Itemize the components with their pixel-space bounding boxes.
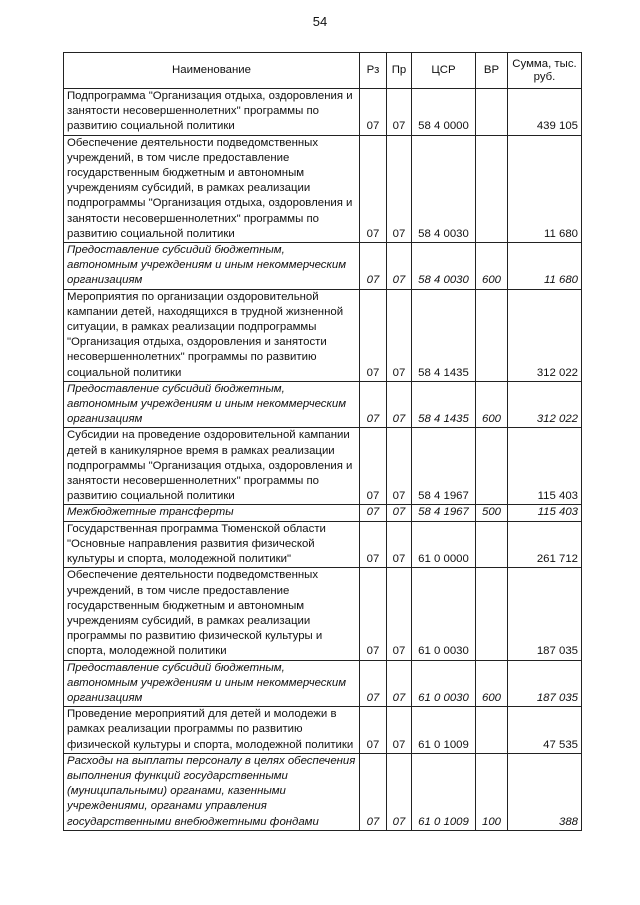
table-row bbox=[64, 568, 582, 660]
cell-sum: 187 035 bbox=[508, 568, 582, 660]
cell-csr: 58 4 1967 bbox=[412, 428, 476, 505]
cell-name: Предоставление субсидий бюджетным, автономным учреждениям и иным некоммерческим организациям bbox=[64, 243, 360, 290]
table-header-row bbox=[64, 53, 582, 89]
cell-csr: 58 4 1435 bbox=[412, 381, 476, 428]
cell-sum: 11 680 bbox=[508, 243, 582, 290]
cell-rz: 07 bbox=[360, 428, 387, 505]
cell-pr: 07 bbox=[387, 428, 412, 505]
cell-sum: 115 403 bbox=[508, 428, 582, 505]
table-row bbox=[64, 89, 582, 136]
cell-vr: 600 bbox=[476, 381, 508, 428]
header-sum: Сумма, тыс. руб. bbox=[508, 53, 582, 89]
cell-csr: 61 0 0030 bbox=[412, 568, 476, 660]
cell-rz: 07 bbox=[360, 660, 387, 707]
cell-csr: 61 0 1009 bbox=[412, 707, 476, 754]
cell-name: Предоставление субсидий бюджетным, автономным учреждениям и иным некоммерческим организациям bbox=[64, 381, 360, 428]
cell-csr: 58 4 0030 bbox=[412, 135, 476, 242]
page-number: 54 bbox=[312, 14, 328, 29]
cell-pr: 07 bbox=[387, 521, 412, 568]
cell-csr: 58 4 1435 bbox=[412, 289, 476, 381]
cell-rz: 07 bbox=[360, 135, 387, 242]
cell-name: Мероприятия по организации оздоровительной кампании детей, находящихся в трудной жизненной ситуации, в рамках реализации подпрограммы "Организация отдыха, оздоровления и занятости несовершеннолетних" программы по развитию социальной политики bbox=[64, 289, 360, 381]
cell-vr bbox=[476, 521, 508, 568]
table-row bbox=[64, 381, 582, 428]
cell-pr: 07 bbox=[387, 381, 412, 428]
cell-csr: 58 4 0000 bbox=[412, 89, 476, 136]
cell-sum: 312 022 bbox=[508, 289, 582, 381]
cell-pr: 07 bbox=[387, 135, 412, 242]
cell-sum: 388 bbox=[508, 753, 582, 830]
cell-rz: 07 bbox=[360, 89, 387, 136]
cell-pr: 07 bbox=[387, 707, 412, 754]
cell-name: Проведение мероприятий для детей и молодежи в рамках реализации программы по развитию физической культуры и спорта, молодежной политики bbox=[64, 707, 360, 754]
cell-sum: 439 105 bbox=[508, 89, 582, 136]
cell-pr: 07 bbox=[387, 89, 412, 136]
cell-csr: 61 0 0030 bbox=[412, 660, 476, 707]
header-vr: ВР bbox=[476, 53, 508, 89]
table-row bbox=[64, 753, 582, 830]
cell-pr: 07 bbox=[387, 243, 412, 290]
cell-sum: 312 022 bbox=[508, 381, 582, 428]
cell-rz: 07 bbox=[360, 243, 387, 290]
table-body bbox=[64, 89, 582, 831]
cell-csr: 58 4 0030 bbox=[412, 243, 476, 290]
cell-rz: 07 bbox=[360, 505, 387, 521]
cell-rz: 07 bbox=[360, 753, 387, 830]
cell-vr bbox=[476, 568, 508, 660]
cell-name: Межбюджетные трансферты bbox=[64, 505, 360, 521]
table-row bbox=[64, 707, 582, 754]
cell-vr: 100 bbox=[476, 753, 508, 830]
table-row bbox=[64, 660, 582, 707]
cell-pr: 07 bbox=[387, 568, 412, 660]
cell-pr: 07 bbox=[387, 505, 412, 521]
header-name: Наименование bbox=[64, 53, 360, 89]
cell-vr bbox=[476, 89, 508, 136]
header-csr: ЦСР bbox=[412, 53, 476, 89]
cell-name: Расходы на выплаты персоналу в целях обеспечения выполнения функций государственными (муниципальными) органами, казенными учреждениями, органами управления государственными внебюджетными фондами bbox=[64, 753, 360, 830]
table-row bbox=[64, 243, 582, 290]
cell-sum: 261 712 bbox=[508, 521, 582, 568]
cell-pr: 07 bbox=[387, 660, 412, 707]
cell-name: Предоставление субсидий бюджетным, автономным учреждениям и иным некоммерческим организациям bbox=[64, 660, 360, 707]
cell-rz: 07 bbox=[360, 521, 387, 568]
cell-vr bbox=[476, 707, 508, 754]
cell-pr: 07 bbox=[387, 289, 412, 381]
cell-rz: 07 bbox=[360, 289, 387, 381]
table-row bbox=[64, 289, 582, 381]
header-pr: Пр bbox=[387, 53, 412, 89]
cell-rz: 07 bbox=[360, 707, 387, 754]
table-row bbox=[64, 428, 582, 505]
cell-csr: 61 0 0000 bbox=[412, 521, 476, 568]
header-rz: Рз bbox=[360, 53, 387, 89]
cell-vr bbox=[476, 289, 508, 381]
cell-pr: 07 bbox=[387, 753, 412, 830]
cell-vr: 500 bbox=[476, 505, 508, 521]
table-row bbox=[64, 521, 582, 568]
cell-vr: 600 bbox=[476, 243, 508, 290]
cell-vr: 600 bbox=[476, 660, 508, 707]
cell-csr: 58 4 1967 bbox=[412, 505, 476, 521]
budget-table bbox=[63, 52, 582, 831]
table-row bbox=[64, 135, 582, 242]
cell-name: Государственная программа Тюменской области "Основные направления развития физической культуры и спорта, молодежной политики" bbox=[64, 521, 360, 568]
cell-name: Обеспечение деятельности подведомственных учреждений, в том числе предоставление государственным бюджетным и автономным учреждениям субсидий, в рамках реализации подпрограммы "Организация отдыха, оздоровления и занятости несовершеннолетних" программы по развитию социальной политики bbox=[64, 135, 360, 242]
cell-rz: 07 bbox=[360, 381, 387, 428]
cell-vr bbox=[476, 135, 508, 242]
cell-name: Подпрограмма "Организация отдыха, оздоровления и занятости несовершеннолетних" программы по развитию социальной политики bbox=[64, 89, 360, 136]
cell-name: Обеспечение деятельности подведомственных учреждений, в том числе предоставление государственным бюджетным и автономным учреждениям субсидий, в рамках реализации программы по развитию физической культуры и спорта, молодежной политики bbox=[64, 568, 360, 660]
cell-sum: 187 035 bbox=[508, 660, 582, 707]
cell-vr bbox=[476, 428, 508, 505]
table-row bbox=[64, 505, 582, 521]
cell-rz: 07 bbox=[360, 568, 387, 660]
cell-csr: 61 0 1009 bbox=[412, 753, 476, 830]
cell-sum: 115 403 bbox=[508, 505, 582, 521]
cell-name: Субсидии на проведение оздоровительной кампании детей в каникулярное время в рамках реализации подпрограммы "Организация отдыха, оздоровления и занятости несовершеннолетних" программы по развитию социальной политики bbox=[64, 428, 360, 505]
cell-sum: 11 680 bbox=[508, 135, 582, 242]
cell-sum: 47 535 bbox=[508, 707, 582, 754]
